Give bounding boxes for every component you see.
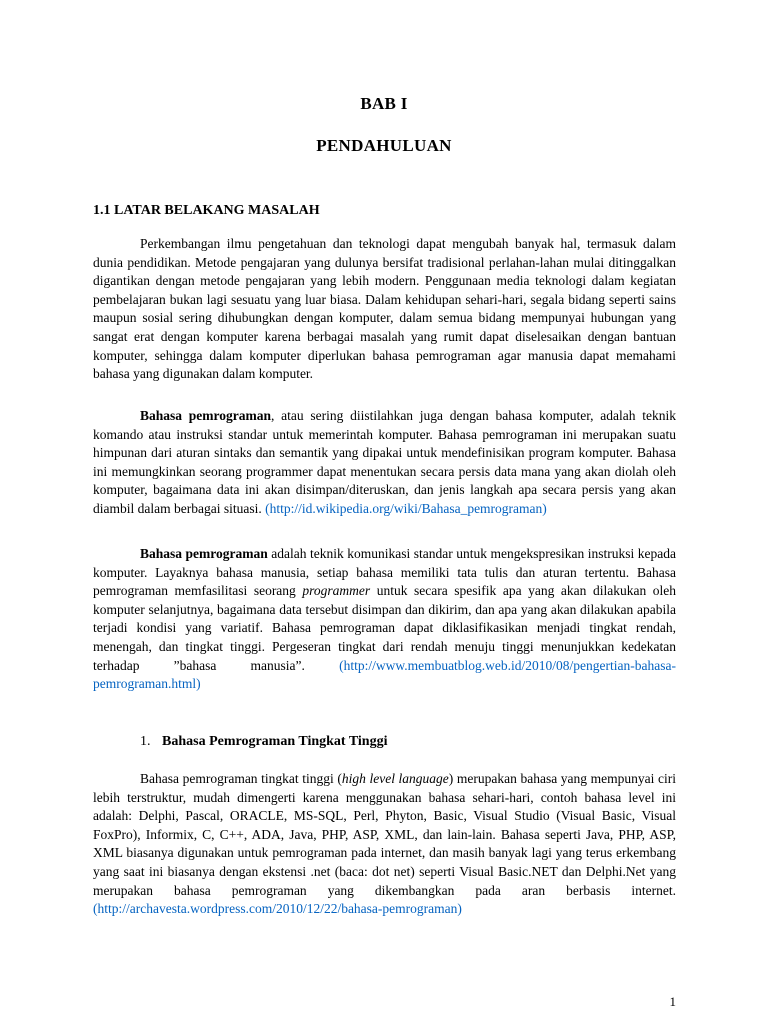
paragraph-4 — [93, 770, 676, 919]
section-heading: 1.1 LATAR BELAKANG MASALAH — [93, 203, 320, 218]
paragraph-2 — [93, 407, 676, 519]
italic-term: high level language — [341, 771, 449, 786]
citation-link[interactable]: (http://id.wikipedia.org/wiki/Bahasa_pemrograman) — [265, 500, 547, 516]
paragraph-text: ) merupakan bahasa yang mempunyai ciri lebih terstruktur, mudah dimengerti karena menggunakan bahasa sehari-hari, contoh bahasa level ini adalah: Delphi, Pascal, ORACLE, MS-SQL, Perl, Phyton, Basic, Visual Studio (Visual Basic, Visual FoxPro), Informix, C, C++, ADA, Java, PHP, ASP, XML, dan lain-lain. Bahasa seperti Java, PHP, ASP, XML biasanya digunakan untuk pemrograman pada internet, dan masih banyak lagi yang terus erkembang yang saat ini biasanya dengan ekstensi .net (baca: dot net) seperti Visual Basic.NET dan Delphi.Net yang merupakan bahasa pemrograman yang dikembangkan pada aran berbasis internet. — [93, 771, 676, 898]
bold-term: Bahasa pemrograman — [140, 546, 268, 561]
chapter-number: BAB I — [360, 94, 408, 113]
subheading — [140, 734, 387, 750]
paragraph-1: Perkembangan ilmu pengetahuan dan teknologi dapat mengubah banyak hal, termasuk dalam dunia pendidikan. Metode pengajaran yang dulunya bersifat tradisional perlahan-lahan mulai ditinggalkan digantikan dengan metode pengajaran yang lebih modern. Penggunaan media teknologi dalam kegiatan pembelajaran bukan lagi sesuatu yang luar biasa. Dalam kehidupan sehari-hari, segala bidang seperti sains maupun sosial sering dihubungkan dengan komputer, dalam semua bidang mempunyai hubungan yang sangat erat dengan komputer karena berbagai masalah yang rumit dapat diselesaikan dengan bantuan komputer, sehingga dalam komputer diperlukan bahasa pemrograman agar manusia dapat memahami bahasa yang digunakan dalam komputer. — [93, 236, 676, 382]
paragraph-text: , atau sering diistilahkan juga dengan bahasa komputer, adalah teknik komando atau instruksi standar untuk memerintah komputer. Bahasa pemrograman ini merupakan suatu himpunan dari aturan sintaks dan semantik yang dipakai untuk mendefinisikan program komputer. Bahasa ini memungkinkan seorang programmer dapat menentukan secara persis data mana yang akan diolah oleh komputer, bagaimana data ini akan disimpan/diteruskan, dan jenis langkah apa secara persis yang akan diambil dalam berbagai situasi. — [93, 408, 676, 516]
paragraph-text: untuk secara spesifik apa yang akan dilakukan oleh komputer selanjutnya, bagaimana data tersebut disimpan dan dikirim, dan apa yang akan dilakukan apabila terjadi kondisi yang variatif. Bahasa pemrograman dapat diklasifikasikan menjadi tingkat rendah, menengah, dan tingkat tinggi. Pergeseran tingkat dari rendah menuju tinggi menunjukkan kedekatan terhadap ”bahasa manusia”. — [93, 583, 677, 673]
citation-link[interactable]: (http://archavesta.wordpress.com/2010/12/22/bahasa-pemrograman) — [93, 901, 462, 917]
paragraph-text: Bahasa pemrograman tingkat tinggi ( — [140, 771, 342, 786]
citation-link[interactable]: (http://www.membuatblog.web.id/2010/08/pengertian-bahasa-pemrograman.html) — [93, 657, 676, 692]
paragraph-3 — [93, 545, 676, 694]
subheading-number: 1. — [140, 734, 151, 749]
chapter-title: PENDAHULUAN — [316, 136, 452, 155]
paragraph-text: adalah teknik komunikasi standar untuk mengekspresikan instruksi kepada komputer. Layaknya bahasa manusia, setiap bahasa memiliki tata tulis dan aturan tertentu. Bahasa pemrograman memfasilitasi seorang — [93, 546, 676, 599]
italic-term: programmer — [302, 583, 371, 599]
subheading-text: Bahasa Pemrograman Tingkat Tinggi — [162, 734, 388, 749]
page-number: 1 — [669, 994, 676, 1009]
bold-term: Bahasa pemrograman — [140, 408, 271, 423]
